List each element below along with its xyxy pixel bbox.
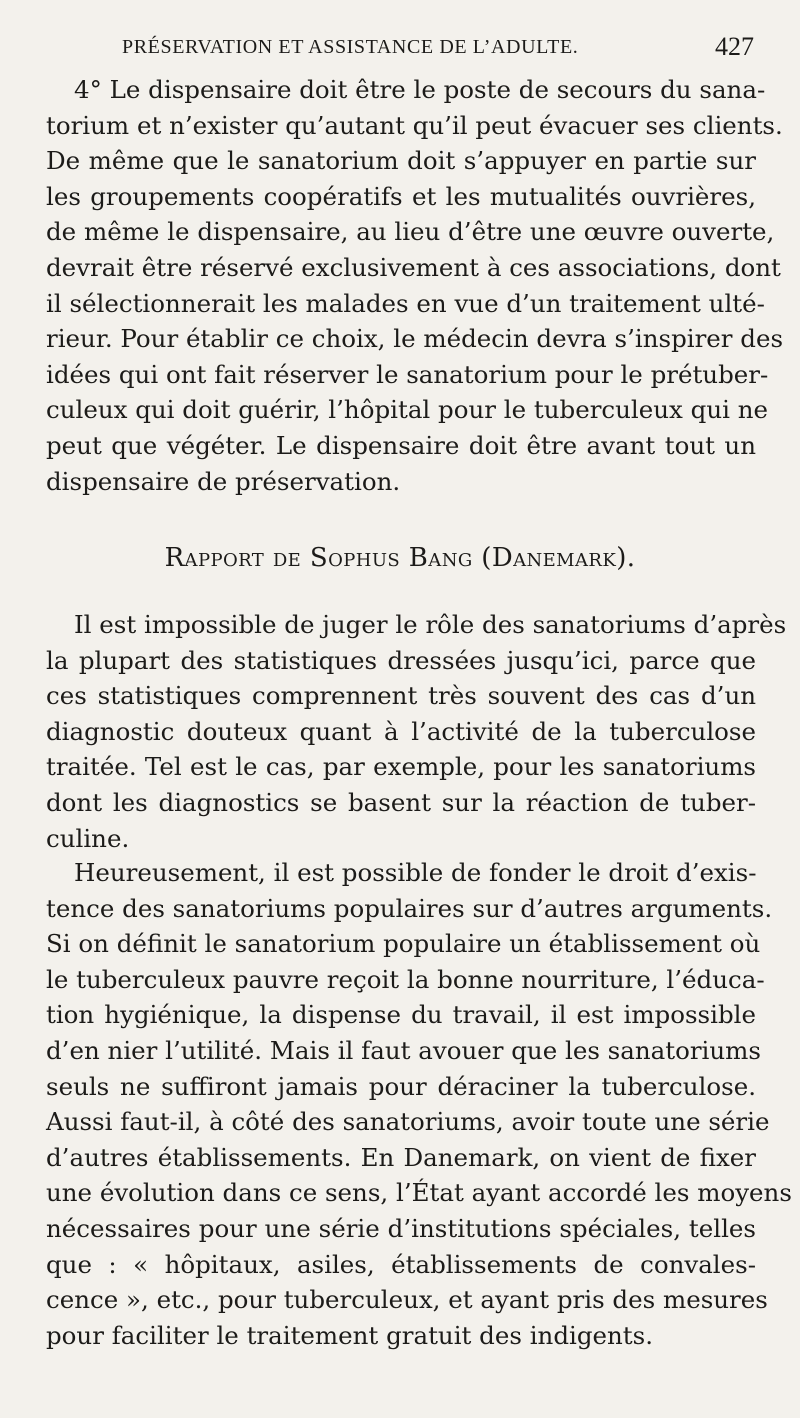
text-line: cence », etc., pour tuberculeux, et ayant pris des mesures [46, 1285, 768, 1315]
text-line: dispensaire de préservation. [46, 466, 401, 496]
text-line: Aussi faut-il, à côté des sanatoriums, avoir toute une série [46, 1107, 770, 1137]
paragraph-sanatoriums [46, 855, 792, 1353]
text-line: culine. [46, 823, 130, 853]
text-line: rieur. Pour établir ce choix, le médecin devra s’inspirer des [46, 324, 784, 354]
text-line: De même que le sanatorium doit s’appuyer en partie sur [46, 146, 756, 176]
text-line: le tuberculeux pauvre reçoit la bonne nourriture, l’éduca- [46, 964, 765, 994]
text-line: Si on définit le sanatorium populaire un établissement où [46, 929, 761, 959]
text-line: d’autres établissements. En Danemark, on vient de fixer [46, 1142, 756, 1172]
page-header [0, 32, 800, 68]
text-line: que : « hôpitaux, asiles, établissements de convales- [46, 1249, 756, 1279]
text-line: torium et n’exister qu’autant qu’il peut évacuer ses clients. [46, 110, 783, 140]
text-line: tence des sanatoriums populaires sur d’autres arguments. [46, 893, 773, 923]
text-line: une évolution dans ce sens, l’État ayant accordé les moyens [46, 1178, 792, 1208]
text-line: culeux qui doit guérir, l’hôpital pour le tuberculeux qui ne [46, 395, 768, 425]
text-line: traitée. Tel est le cas, par exemple, pour les sanatoriums [46, 752, 756, 782]
running-title: PRÉSERVATION ET ASSISTANCE DE L’ADULTE. [122, 36, 579, 58]
text-line: 4° Le dispensaire doit être le poste de secours du sana- [74, 75, 766, 104]
text-line: peut que végéter. Le dispensaire doit être avant tout un [46, 430, 756, 460]
text-line: idées qui ont fait réserver le sanatorium pour le prétuber- [46, 359, 769, 389]
section-heading: Rapport de Sophus Bang (Danemark). [164, 543, 636, 573]
text-line: tion hygiénique, la dispense du travail, il est impossible [46, 1000, 756, 1030]
text-line: nécessaires pour une série d’institutions spéciales, telles [46, 1213, 756, 1243]
text-line: devrait être réservé exclusivement à ces associations, dont [46, 252, 781, 282]
text-line: les groupements coopératifs et les mutualités ouvrières, [46, 181, 756, 211]
text-line: de même le dispensaire, au lieu d’être une œuvre ouverte, [46, 217, 775, 247]
text-line: diagnostic douteux quant à l’activité de la tuberculose [46, 716, 756, 746]
text-line: ces statistiques comprennent très souvent des cas d’un [46, 681, 756, 711]
text-line: Heureusement, il est possible de fonder le droit d’exis- [74, 858, 757, 887]
text-line: il sélectionnerait les malades en vue d’un traitement ulté- [46, 288, 765, 318]
paragraph-dispensaire [46, 72, 784, 499]
page-number: 427 [715, 32, 754, 61]
paragraph-statistiques [46, 607, 787, 856]
text-line: la plupart des statistiques dressées jusqu’ici, parce que [46, 645, 756, 675]
text-line: d’en nier l’utilité. Mais il faut avouer que les sanatoriums [46, 1035, 761, 1065]
text-line: seuls ne suffiront jamais pour déraciner la tuberculose. [46, 1071, 756, 1101]
text-line: pour faciliter le traitement gratuit des indigents. [46, 1320, 654, 1350]
text-line: dont les diagnostics se basent sur la réaction de tuber- [46, 787, 756, 817]
text-line: Il est impossible de juger le rôle des sanatoriums d’après [74, 610, 787, 639]
